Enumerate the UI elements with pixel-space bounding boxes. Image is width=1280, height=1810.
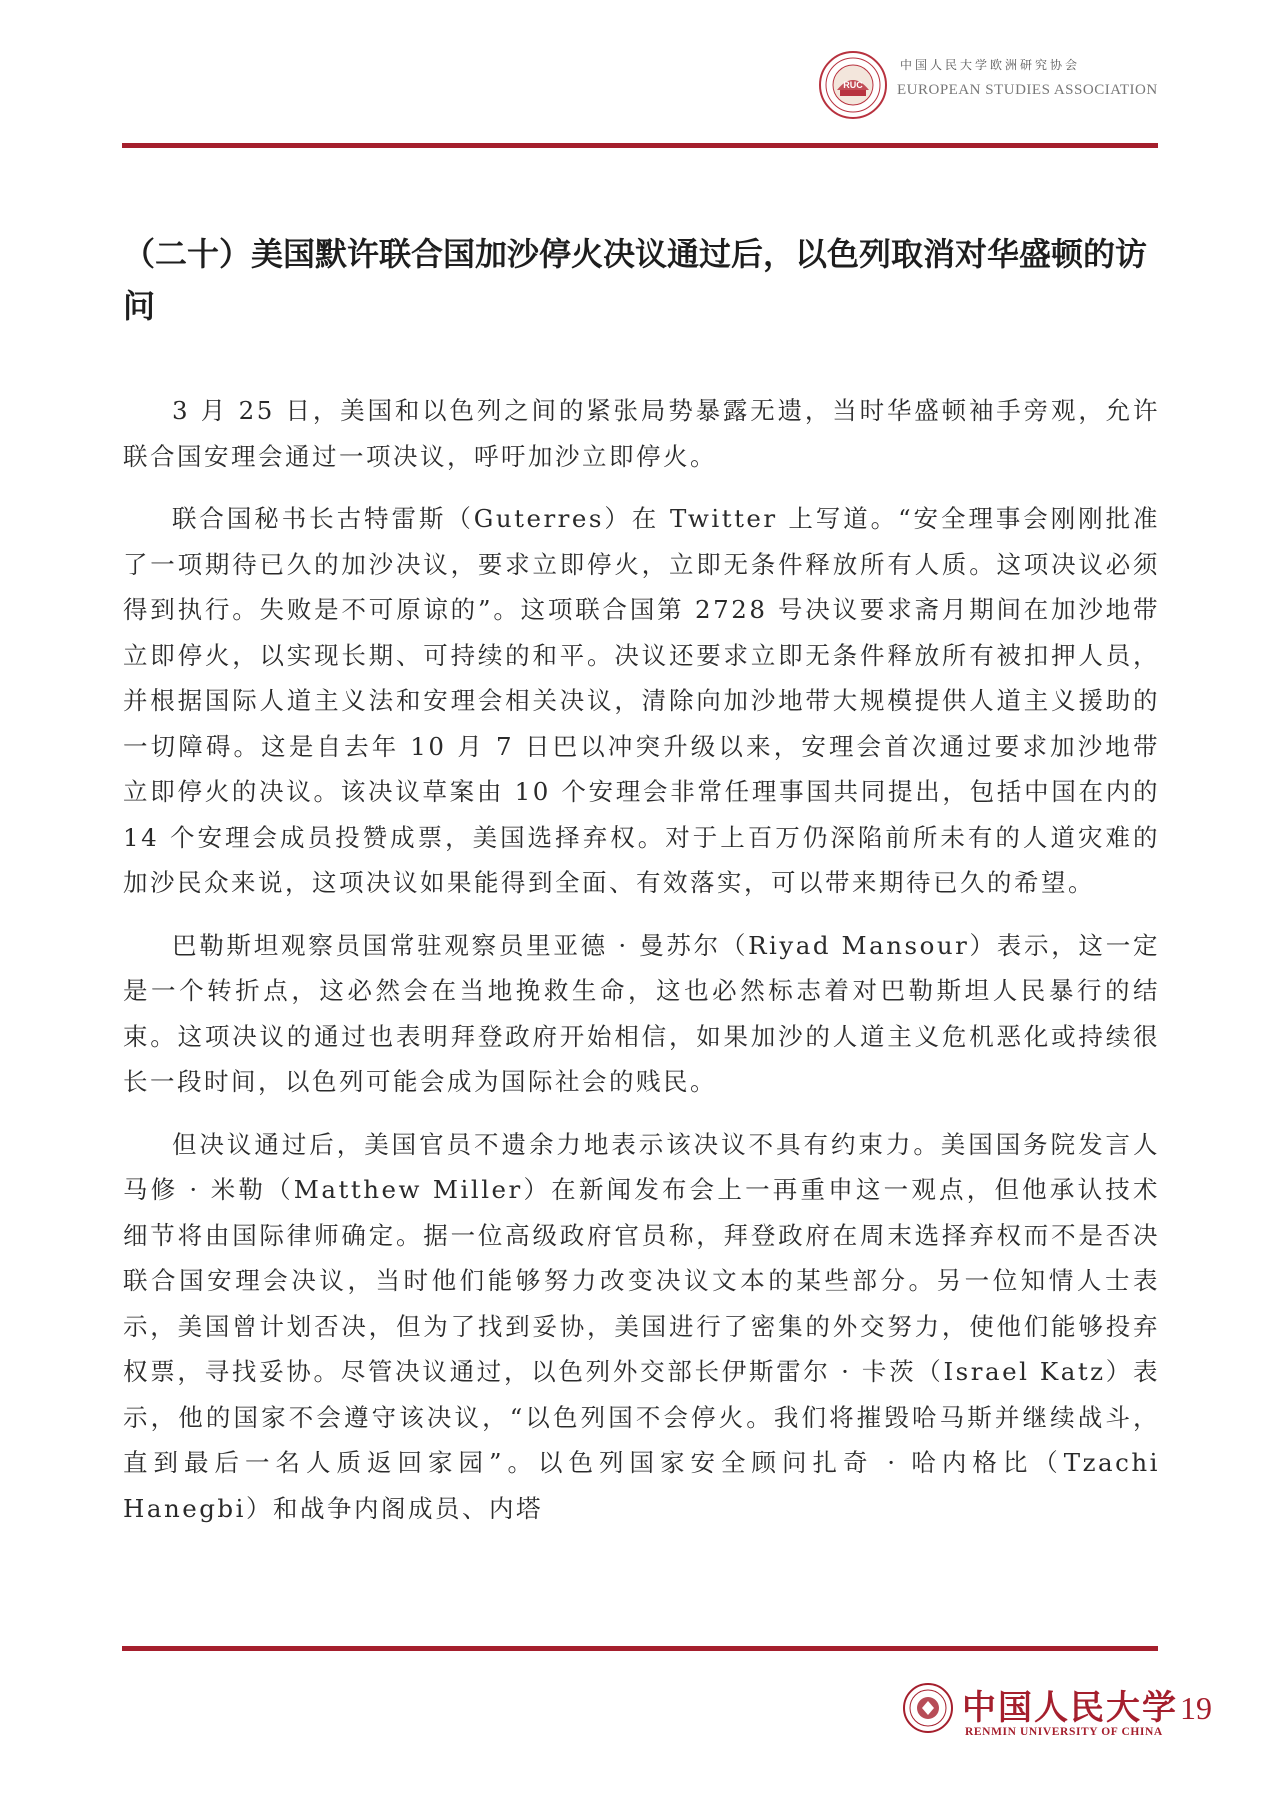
paragraph-2: 联合国秘书长古特雷斯（Guterres）在 Twitter 上写道。“安全理事会刚刚批准了一项期待已久的加沙决议，要求立即停火，立即无条件释放所有人质。这项决议必须得到执行。失败是不可原谅的”。这项联合国第 2728 号决议要求斋月期间在加沙地带立即停火，以实现长期、可持续的和平。决议还要求立即无条件释放所有被扣押人员，并根据国际人道主义法和安理会相关决议，清除向加沙地带大规模提供人道主义援助的一切障碍。这是自去年 10 月 7 日巴以冲突升级以来，安理会首次通过要求加沙地带立即停火的决议。该决议草案由 10 个安理会非常任理事国共同提出，包括中国在内的 14 个安理会成员投赞成票，美国选择弃权。对于上百万仍深陷前所未有的人道灾难的加沙民众来说，这项决议如果能得到全面、有效落实，可以带来期待已久的希望。 <box>123 504 1160 897</box>
university-name-cn: 中国人民大学 <box>962 1688 1178 1728</box>
article-body <box>123 388 1160 1548</box>
association-name-en: EUROPEAN STUDIES ASSOCIATION <box>897 82 1158 98</box>
association-seal-icon <box>818 50 888 120</box>
footer-divider <box>122 1646 1158 1651</box>
association-seal-text: RUC <box>843 80 863 90</box>
paragraph-3: 巴勒斯坦观察员国常驻观察员里亚德 · 曼苏尔（Riyad Mansour）表示，这一定是一个转折点，这必然会在当地挽救生命，这也必然标志着对巴勒斯坦人民暴行的结束。这项决议的通过也表明拜登政府开始相信，如果加沙的人道主义危机恶化或持续很长一段时间，以色列可能会成为国际社会的贱民。 <box>123 930 1160 1096</box>
page-number: 19 <box>1180 1690 1212 1726</box>
university-name-en: RENMIN UNIVERSITY OF CHINA <box>965 1726 1163 1738</box>
university-seal-icon <box>902 1682 954 1734</box>
paragraph-4: 但决议通过后，美国官员不遗余力地表示该决议不具有约束力。美国国务院发言人马修 · 米勒（Matthew Miller）在新闻发布会上一再重申这一观点，但他承认技术细节将由国际律师确定。据一位高级政府官员称，拜登政府在周末选择弃权而不是否决联合国安理会决议，当时他们能够努力改变决议文本的某些部分。另一位知情人士表示，美国曾计划否决，但为了找到妥协，美国进行了密集的外交努力，使他们能够投弃权票，寻找妥协。尽管决议通过，以色列外交部长伊斯雷尔 · 卡茨（Israel Katz）表示，他的国家不会遵守该决议，“以色列国不会停火。我们将摧毁哈马斯并继续战斗，直到最后一名人质返回家园”。以色列国家安全顾问扎奇 · 哈内格比（Tzachi Hanegbi）和战争内阁成员、内塔 <box>123 1129 1160 1523</box>
page-header <box>0 0 1280 150</box>
section-title: （二十）美国默许联合国加沙停火决议通过后，以色列取消对华盛顿的访问 <box>123 235 1148 325</box>
paragraph-1: 3 月 25 日，美国和以色列之间的紧张局势暴露无遗，当时华盛顿袖手旁观，允许联合国安理会通过一项决议，呼吁加沙立即停火。 <box>123 396 1160 471</box>
association-name-cn: 中国人民大学欧洲研究协会 <box>900 58 1081 72</box>
header-divider <box>122 143 1158 148</box>
